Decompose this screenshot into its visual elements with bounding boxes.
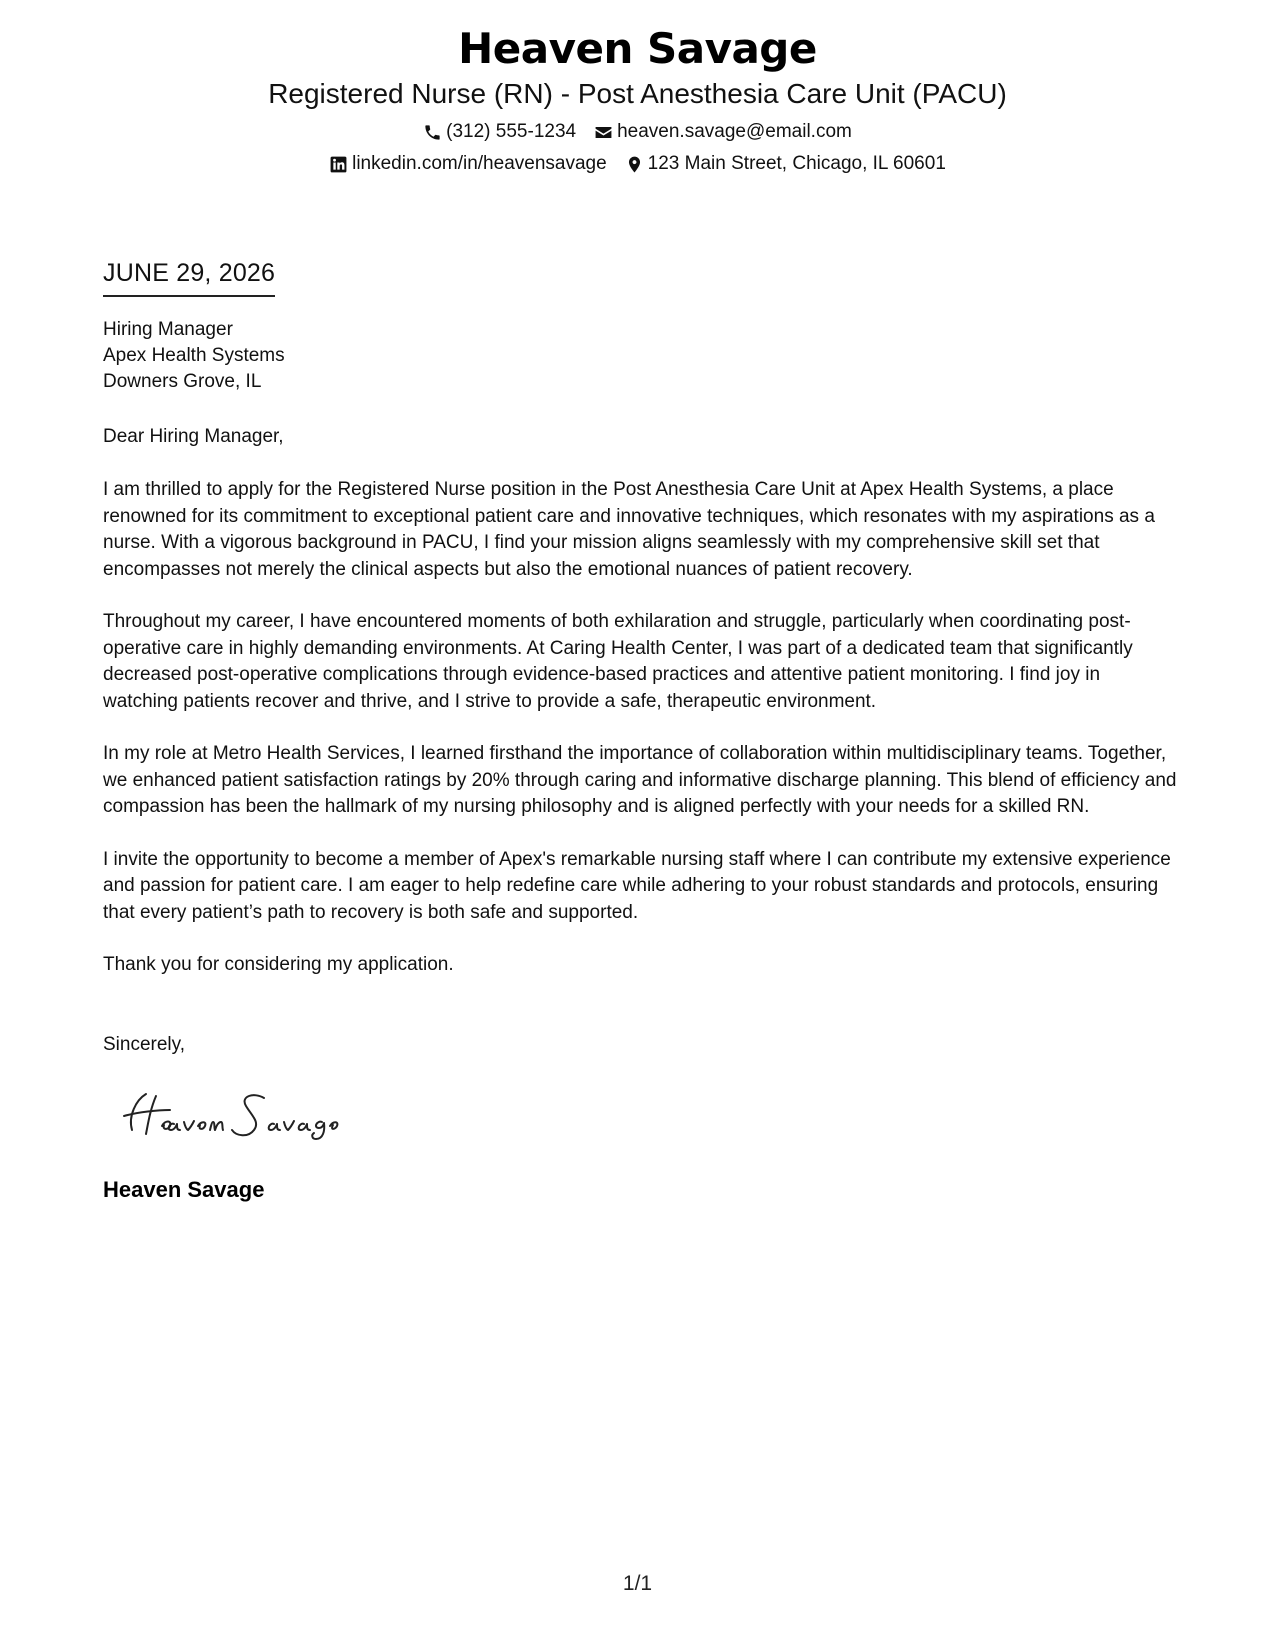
- applicant-title: Registered Nurse (RN) - Post Anesthesia Care Unit (PACU): [268, 78, 1007, 109]
- email-text[interactable]: heaven.savage@email.com: [617, 121, 852, 142]
- letter-date: JUNE 29, 2026: [103, 258, 275, 297]
- salutation: Dear Hiring Manager,: [103, 426, 284, 447]
- body-paragraph: Thank you for considering my application.: [103, 954, 454, 975]
- recipient-line: Hiring Manager: [103, 319, 233, 340]
- contact-row-1: [0, 120, 1275, 144]
- map-pin-icon: [625, 155, 644, 174]
- body-paragraph: In my role at Metro Health Services, I learned firsthand the importance of collaboration within multidisciplinary teams. Together, we enhanced patient satisfaction ratings by 20% through caring and informative discharge planning. This blend of efficiency and compassion has been the hallmark of my nursing philosophy and is aligned perfectly with your needs for a skilled RN.: [103, 743, 1177, 817]
- recipient-line: Apex Health Systems: [103, 345, 285, 366]
- handwritten-signature: [118, 1086, 358, 1146]
- email-contact[interactable]: [594, 120, 852, 144]
- applicant-name: Heaven Savage: [458, 24, 817, 73]
- phone-contact: [423, 120, 576, 144]
- linkedin-text[interactable]: linkedin.com/in/heavensavage: [352, 153, 607, 174]
- recipient-block: [103, 317, 1178, 395]
- envelope-icon: [594, 123, 613, 142]
- address-text: 123 Main Street, Chicago, IL 60601: [647, 153, 946, 174]
- letter-header: [0, 22, 1275, 176]
- closing: Sincerely,: [103, 1034, 186, 1055]
- phone-text: (312) 555-1234: [446, 121, 577, 142]
- linkedin-contact[interactable]: [329, 152, 607, 176]
- letter-body: [103, 477, 1178, 1005]
- address-contact: [625, 152, 946, 176]
- body-paragraph: Throughout my career, I have encountered moments of both exhilaration and struggle, particularly when coordinating post-operative care in highly demanding environments. At Caring Health Center, I was part of a dedicated team that significantly decreased post-operative complications through evidence-based practices and attentive patient monitoring. I find joy in watching patients recover and thrive, and I strive to provide a safe, therapeutic environment.: [103, 611, 1133, 712]
- recipient-line: Downers Grove, IL: [103, 371, 262, 392]
- body-paragraph: I invite the opportunity to become a member of Apex's remarkable nursing staff where I can contribute my extensive experience and passion for patient care. I am eager to help redefine care while adhering to your robust standards and protocols, ensuring that every patient’s path to recovery is both safe and supported.: [103, 848, 1171, 923]
- contact-row-2: [0, 152, 1275, 176]
- page-indicator: 1/1: [622, 1572, 653, 1595]
- phone-icon: [423, 123, 442, 142]
- signer-name: Heaven Savage: [103, 1177, 265, 1202]
- body-paragraph: I am thrilled to apply for the Registered Nurse position in the Post Anesthesia Care Unit at Apex Health Systems, a place renowned for its commitment to exceptional patient care and innovative techniques, which resonates with my aspirations as a nurse. With a vigorous background in PACU, I find your mission aligns seamlessly with my comprehensive skill set that encompasses not merely the clinical aspects but also the emotional nuances of patient recovery.: [103, 479, 1155, 580]
- linkedin-icon: [329, 155, 348, 174]
